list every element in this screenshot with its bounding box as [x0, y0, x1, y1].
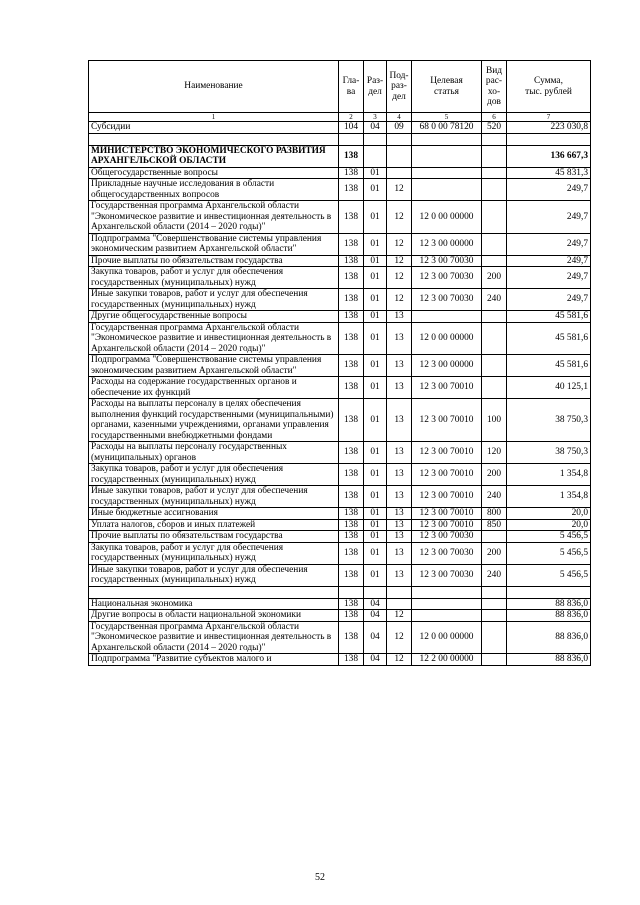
spacer-cell: [89, 586, 339, 598]
spacer-cell: [339, 133, 364, 145]
spacer-cell: [364, 586, 387, 598]
row-glava-cell: 138: [339, 464, 364, 486]
row-podrazdel-cell: 09: [387, 122, 412, 134]
row-name-cell: Прикладные научные исследования в области общегосударственных вопросов: [89, 179, 339, 201]
table-body: [89, 122, 591, 666]
row-glava-cell: 138: [339, 167, 364, 179]
row-summa-cell: 249,7: [507, 233, 591, 255]
row-vid-cell: [482, 621, 507, 654]
row-podrazdel-cell: 12: [387, 289, 412, 311]
row-podrazdel-cell: 12: [387, 255, 412, 267]
row-summa-cell: 249,7: [507, 179, 591, 201]
header-statya: Целевая статья: [412, 61, 482, 113]
row-razdel-cell: 01: [364, 377, 387, 399]
table-row: [89, 255, 591, 267]
row-razdel-cell: 04: [364, 621, 387, 654]
table-row: [89, 598, 591, 610]
row-podrazdel-cell: 12: [387, 267, 412, 289]
row-podrazdel-cell: 13: [387, 464, 412, 486]
row-podrazdel-cell: 12: [387, 233, 412, 255]
row-statya-cell: 12 3 00 70030: [412, 542, 482, 564]
row-vid-cell: [482, 322, 507, 355]
row-glava-cell: 138: [339, 531, 364, 543]
row-razdel-cell: 04: [364, 598, 387, 610]
row-razdel-cell: 01: [364, 531, 387, 543]
table-row: [89, 289, 591, 311]
table-row: [89, 399, 591, 442]
row-summa-cell: 45 581,6: [507, 355, 591, 377]
spacer-row: [89, 586, 591, 598]
row-summa-cell: 45 581,6: [507, 322, 591, 355]
row-statya-cell: 12 2 00 00000: [412, 654, 482, 666]
header-podrazdel: Под- раз- дел: [387, 61, 412, 113]
row-razdel-cell: 04: [364, 654, 387, 666]
row-razdel-cell: 01: [364, 255, 387, 267]
index-cell: 3: [364, 113, 387, 122]
row-vid-cell: 240: [482, 486, 507, 508]
row-summa-cell: 5 456,5: [507, 542, 591, 564]
row-name-cell: Иные бюджетные ассигнования: [89, 508, 339, 520]
row-razdel-cell: 01: [364, 311, 387, 323]
row-vid-cell: [482, 355, 507, 377]
row-vid-cell: [482, 167, 507, 179]
row-name-cell: Подпрограмма "Развитие субъектов малого и: [89, 654, 339, 666]
row-razdel-cell: 01: [364, 519, 387, 531]
row-summa-cell: 20,0: [507, 508, 591, 520]
spacer-cell: [387, 586, 412, 598]
row-vid-cell: [482, 377, 507, 399]
spacer-cell: [387, 133, 412, 145]
row-podrazdel-cell: 13: [387, 531, 412, 543]
row-statya-cell: [412, 179, 482, 201]
table-row: [89, 201, 591, 234]
row-razdel-cell: 01: [364, 322, 387, 355]
table-row: [89, 519, 591, 531]
row-name-cell: Расходы на выплаты персоналу государственных (муниципальных) органов: [89, 442, 339, 464]
row-summa-cell: 45 581,6: [507, 311, 591, 323]
row-vid-cell: [482, 531, 507, 543]
row-podrazdel-cell: 13: [387, 519, 412, 531]
table-row: [89, 610, 591, 622]
header-summa: Сумма, тыс. рублей: [507, 61, 591, 113]
row-name-cell: Подпрограмма "Совершенствование системы управления экономическим развитием Архангельской области": [89, 233, 339, 255]
table-row: [89, 267, 591, 289]
row-name-cell: Прочие выплаты по обязательствам государства: [89, 255, 339, 267]
row-podrazdel-cell: 13: [387, 322, 412, 355]
row-podrazdel-cell: 13: [387, 442, 412, 464]
header-razdel: Раз- дел: [364, 61, 387, 113]
row-statya-cell: [412, 167, 482, 179]
row-summa-cell: 40 125,1: [507, 377, 591, 399]
row-name-cell: Закупка товаров, работ и услуг для обеспечения государственных (муниципальных) нужд: [89, 464, 339, 486]
row-vid-cell: [482, 201, 507, 234]
row-statya-cell: 12 3 00 70010: [412, 464, 482, 486]
row-glava-cell: 138: [339, 267, 364, 289]
row-podrazdel-cell: 12: [387, 621, 412, 654]
row-podrazdel-cell: 13: [387, 377, 412, 399]
row-glava-cell: 138: [339, 145, 364, 167]
row-razdel-cell: 01: [364, 486, 387, 508]
index-cell: 6: [482, 113, 507, 122]
spacer-cell: [364, 133, 387, 145]
table-row: [89, 508, 591, 520]
table-row: [89, 311, 591, 323]
spacer-cell: [412, 133, 482, 145]
row-glava-cell: 138: [339, 654, 364, 666]
row-vid-cell: [482, 311, 507, 323]
row-name-cell: Субсидии: [89, 122, 339, 134]
row-glava-cell: 138: [339, 233, 364, 255]
row-vid-cell: [482, 145, 507, 167]
row-glava-cell: 138: [339, 542, 364, 564]
row-statya-cell: [412, 145, 482, 167]
row-statya-cell: 12 3 00 70010: [412, 442, 482, 464]
row-podrazdel-cell: [387, 167, 412, 179]
row-statya-cell: 12 3 00 00000: [412, 233, 482, 255]
spacer-cell: [89, 133, 339, 145]
spacer-row: [89, 133, 591, 145]
column-index-row: [89, 113, 591, 122]
row-glava-cell: 138: [339, 289, 364, 311]
table-row: [89, 621, 591, 654]
row-vid-cell: [482, 179, 507, 201]
row-summa-cell: 249,7: [507, 201, 591, 234]
row-statya-cell: 12 0 00 00000: [412, 322, 482, 355]
row-razdel-cell: 01: [364, 233, 387, 255]
row-statya-cell: 12 3 00 70010: [412, 486, 482, 508]
row-podrazdel-cell: 13: [387, 564, 412, 586]
row-vid-cell: 240: [482, 564, 507, 586]
row-razdel-cell: 01: [364, 399, 387, 442]
table-row: [89, 233, 591, 255]
row-statya-cell: 12 0 00 00000: [412, 201, 482, 234]
row-summa-cell: 1 354,8: [507, 464, 591, 486]
row-vid-cell: 100: [482, 399, 507, 442]
row-vid-cell: 850: [482, 519, 507, 531]
row-statya-cell: [412, 598, 482, 610]
row-podrazdel-cell: 12: [387, 201, 412, 234]
row-podrazdel-cell: [387, 598, 412, 610]
row-vid-cell: 120: [482, 442, 507, 464]
row-glava-cell: 138: [339, 598, 364, 610]
row-vid-cell: [482, 255, 507, 267]
row-razdel-cell: 01: [364, 167, 387, 179]
row-vid-cell: [482, 233, 507, 255]
row-statya-cell: 68 0 00 78120: [412, 122, 482, 134]
spacer-cell: [507, 133, 591, 145]
row-podrazdel-cell: 13: [387, 355, 412, 377]
table-row: [89, 542, 591, 564]
index-cell: 4: [387, 113, 412, 122]
row-name-cell: Закупка товаров, работ и услуг для обеспечения государственных (муниципальных) нужд: [89, 267, 339, 289]
row-summa-cell: 5 456,5: [507, 531, 591, 543]
row-name-cell: Закупка товаров, работ и услуг для обеспечения государственных (муниципальных) нужд: [89, 542, 339, 564]
spacer-cell: [507, 586, 591, 598]
row-summa-cell: 88 836,0: [507, 621, 591, 654]
row-summa-cell: 38 750,3: [507, 399, 591, 442]
row-razdel-cell: [364, 145, 387, 167]
row-razdel-cell: 01: [364, 542, 387, 564]
row-statya-cell: 12 3 00 70010: [412, 377, 482, 399]
row-vid-cell: 200: [482, 464, 507, 486]
row-name-cell: Прочие выплаты по обязательствам государства: [89, 531, 339, 543]
row-podrazdel-cell: 13: [387, 508, 412, 520]
row-glava-cell: 138: [339, 508, 364, 520]
budget-table: [88, 60, 591, 666]
table-row: [89, 464, 591, 486]
row-name-cell: Государственная программа Архангельской области "Экономическое развитие и инвестиционная деятельность в Архангельской области (2014 – 2020 годы)": [89, 621, 339, 654]
row-razdel-cell: 01: [364, 508, 387, 520]
row-glava-cell: 138: [339, 311, 364, 323]
row-statya-cell: 12 3 00 70030: [412, 255, 482, 267]
row-summa-cell: 136 667,3: [507, 145, 591, 167]
row-glava-cell: 138: [339, 355, 364, 377]
row-razdel-cell: 04: [364, 610, 387, 622]
row-name-cell: Государственная программа Архангельской области "Экономическое развитие и инвестиционная деятельность в Архангельской области (2014 – 2020 годы)": [89, 322, 339, 355]
row-vid-cell: 520: [482, 122, 507, 134]
row-statya-cell: 12 3 00 70010: [412, 399, 482, 442]
table-row: [89, 145, 591, 167]
row-summa-cell: 5 456,5: [507, 564, 591, 586]
row-glava-cell: 138: [339, 486, 364, 508]
row-name-cell: МИНИСТЕРСТВО ЭКОНОМИЧЕСКОГО РАЗВИТИЯ АРХАНГЕЛЬСКОЙ ОБЛАСТИ: [89, 145, 339, 167]
row-vid-cell: [482, 610, 507, 622]
row-name-cell: Иные закупки товаров, работ и услуг для обеспечения государственных (муниципальных) нужд: [89, 486, 339, 508]
row-summa-cell: 88 836,0: [507, 610, 591, 622]
row-statya-cell: 12 3 00 70010: [412, 508, 482, 520]
page-number: 52: [315, 872, 325, 883]
row-vid-cell: 200: [482, 267, 507, 289]
row-razdel-cell: 01: [364, 564, 387, 586]
row-statya-cell: [412, 311, 482, 323]
index-cell: 2: [339, 113, 364, 122]
spacer-cell: [339, 586, 364, 598]
table-row: [89, 564, 591, 586]
row-summa-cell: 88 836,0: [507, 598, 591, 610]
row-glava-cell: 138: [339, 201, 364, 234]
row-statya-cell: 12 3 00 70030: [412, 531, 482, 543]
row-podrazdel-cell: 13: [387, 311, 412, 323]
row-glava-cell: 138: [339, 610, 364, 622]
spacer-cell: [482, 586, 507, 598]
row-glava-cell: 138: [339, 564, 364, 586]
index-cell: 5: [412, 113, 482, 122]
row-razdel-cell: 01: [364, 179, 387, 201]
table-row: [89, 486, 591, 508]
row-glava-cell: 138: [339, 255, 364, 267]
row-podrazdel-cell: 13: [387, 486, 412, 508]
row-name-cell: Общегосударственные вопросы: [89, 167, 339, 179]
table-row: [89, 531, 591, 543]
spacer-cell: [482, 133, 507, 145]
row-razdel-cell: 01: [364, 442, 387, 464]
row-podrazdel-cell: 13: [387, 399, 412, 442]
row-razdel-cell: 01: [364, 464, 387, 486]
row-vid-cell: [482, 654, 507, 666]
table-row: [89, 322, 591, 355]
row-summa-cell: 1 354,8: [507, 486, 591, 508]
row-vid-cell: 800: [482, 508, 507, 520]
row-glava-cell: 138: [339, 621, 364, 654]
row-name-cell: Государственная программа Архангельской области "Экономическое развитие и инвестиционная деятельность в Архангельской области (2014 – 2020 годы)": [89, 201, 339, 234]
row-name-cell: Иные закупки товаров, работ и услуг для обеспечения государственных (муниципальных) нужд: [89, 289, 339, 311]
row-glava-cell: 138: [339, 322, 364, 355]
row-statya-cell: [412, 610, 482, 622]
row-name-cell: Расходы на выплаты персоналу в целях обеспечения выполнения функций государственными (муниципальными) органами, казенными учреждениями, органами управления государственными внебюджетными фондами: [89, 399, 339, 442]
row-podrazdel-cell: [387, 145, 412, 167]
row-name-cell: Иные закупки товаров, работ и услуг для обеспечения государственных (муниципальных) нужд: [89, 564, 339, 586]
row-razdel-cell: 01: [364, 355, 387, 377]
header-name: Наименование: [89, 61, 339, 113]
index-cell: 1: [89, 113, 339, 122]
row-glava-cell: 138: [339, 519, 364, 531]
row-summa-cell: 38 750,3: [507, 442, 591, 464]
row-glava-cell: 138: [339, 442, 364, 464]
row-statya-cell: 12 3 00 00000: [412, 355, 482, 377]
row-name-cell: Национальная экономика: [89, 598, 339, 610]
table-row: [89, 179, 591, 201]
row-summa-cell: 249,7: [507, 289, 591, 311]
row-summa-cell: 249,7: [507, 255, 591, 267]
header-vid: Вид рас- хо- дов: [482, 61, 507, 113]
row-statya-cell: 12 0 00 00000: [412, 621, 482, 654]
row-name-cell: Подпрограмма "Совершенствование системы управления экономическим развитием Архангельской области": [89, 355, 339, 377]
table-row: [89, 654, 591, 666]
table-row: [89, 167, 591, 179]
index-cell: 7: [507, 113, 591, 122]
row-podrazdel-cell: 12: [387, 610, 412, 622]
row-summa-cell: 45 831,3: [507, 167, 591, 179]
row-statya-cell: 12 3 00 70030: [412, 267, 482, 289]
table-row: [89, 355, 591, 377]
row-summa-cell: 249,7: [507, 267, 591, 289]
row-vid-cell: 240: [482, 289, 507, 311]
row-razdel-cell: 01: [364, 289, 387, 311]
row-vid-cell: 200: [482, 542, 507, 564]
row-name-cell: Уплата налогов, сборов и иных платежей: [89, 519, 339, 531]
header-glava: Гла- ва: [339, 61, 364, 113]
row-name-cell: Другие общегосударственные вопросы: [89, 311, 339, 323]
table-row: [89, 377, 591, 399]
row-summa-cell: 223 030,8: [507, 122, 591, 134]
row-razdel-cell: 01: [364, 267, 387, 289]
row-statya-cell: 12 3 00 70030: [412, 564, 482, 586]
table-row: [89, 122, 591, 134]
row-glava-cell: 138: [339, 377, 364, 399]
row-name-cell: Расходы на содержание государственных органов и обеспечение их функций: [89, 377, 339, 399]
row-razdel-cell: 04: [364, 122, 387, 134]
row-summa-cell: 88 836,0: [507, 654, 591, 666]
row-summa-cell: 20,0: [507, 519, 591, 531]
row-vid-cell: [482, 598, 507, 610]
row-name-cell: Другие вопросы в области национальной экономики: [89, 610, 339, 622]
row-statya-cell: 12 3 00 70010: [412, 519, 482, 531]
row-podrazdel-cell: 12: [387, 179, 412, 201]
spacer-cell: [412, 586, 482, 598]
row-glava-cell: 138: [339, 399, 364, 442]
row-glava-cell: 138: [339, 179, 364, 201]
row-statya-cell: 12 3 00 70030: [412, 289, 482, 311]
row-glava-cell: 104: [339, 122, 364, 134]
row-razdel-cell: 01: [364, 201, 387, 234]
row-podrazdel-cell: 12: [387, 654, 412, 666]
table-header-row: [89, 61, 591, 113]
row-podrazdel-cell: 13: [387, 542, 412, 564]
table-row: [89, 442, 591, 464]
